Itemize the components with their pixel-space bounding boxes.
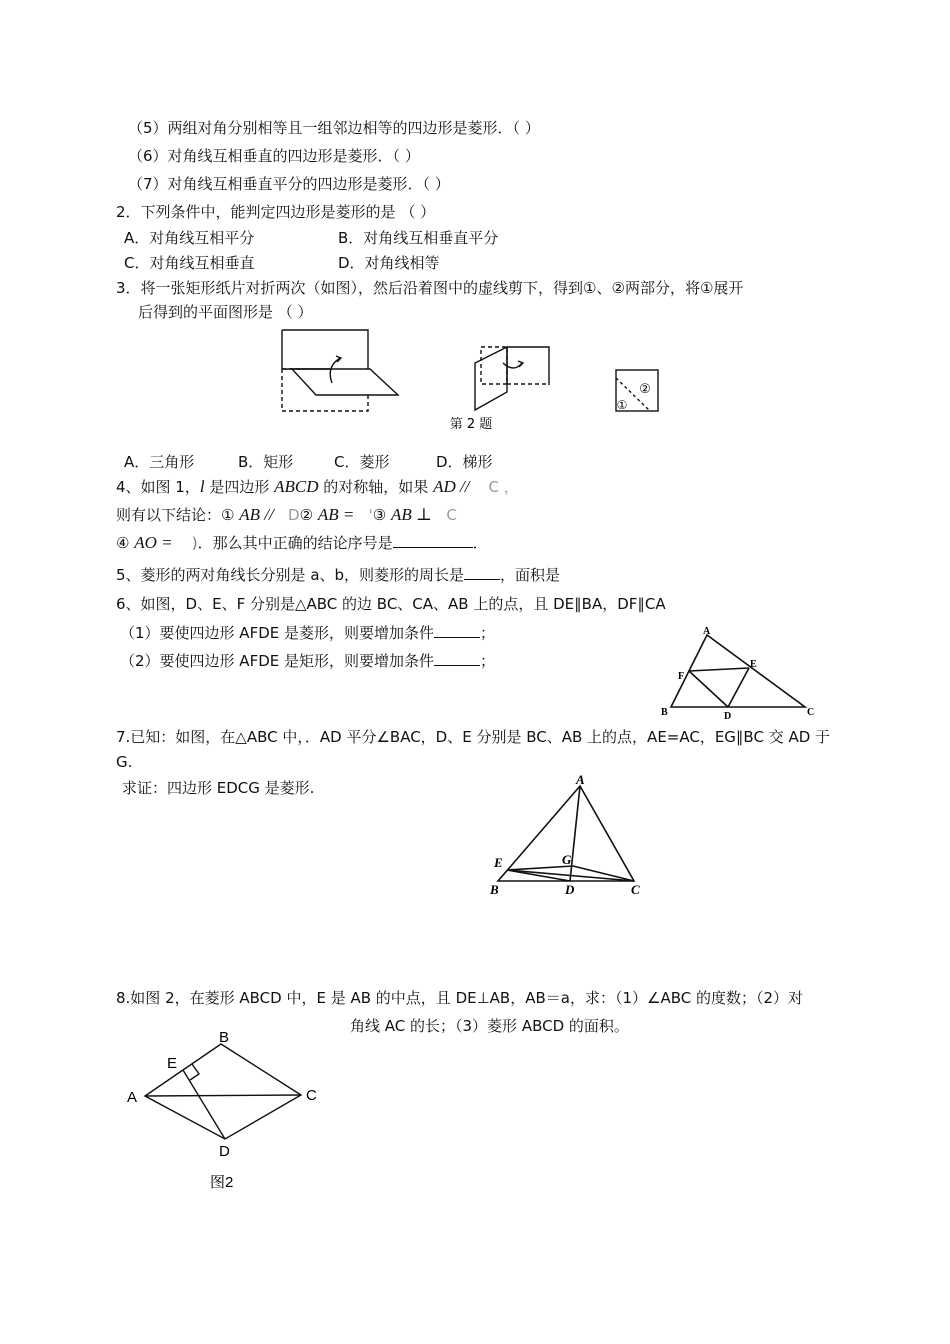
q7-stem-line2: G. <box>116 753 133 771</box>
conclusion-4: AO = <box>134 533 173 552</box>
q8-label-d: D <box>219 1143 230 1160</box>
conclusion-2-tail: ' <box>368 506 373 524</box>
q4-question: ．那么其中正确的结论序号是 <box>197 534 393 552</box>
conclusion-3-mark: ③ <box>372 506 387 524</box>
q4-condition: AD // <box>433 477 470 496</box>
conclusion-2-mark: ② <box>299 506 314 524</box>
segment-ed <box>507 870 570 881</box>
q6-part2-text: （2）要使四边形 AFDE 是矩形，则要增加条件 <box>120 652 434 670</box>
circle-2-label: ② <box>639 381 651 396</box>
q6-label-e: E <box>750 659 757 670</box>
q4-condition-tail: C ， <box>488 478 519 496</box>
q8-label-b: B <box>219 1029 230 1046</box>
segment-fe <box>689 668 749 671</box>
q4-line1 <box>116 477 519 497</box>
q4-line2 <box>116 505 457 525</box>
q7-prove: 求证：四边形 EDCG 是菱形. <box>122 779 315 797</box>
diagonal-ac <box>145 1095 301 1096</box>
q2-option-a: A．对角线互相平分 <box>124 229 255 247</box>
segment-df <box>689 671 728 707</box>
q7-label-a: A <box>576 772 585 787</box>
conclusion-2: AB = <box>317 505 355 524</box>
q7-label-e: E <box>494 855 503 870</box>
q7-label-d: D <box>565 882 575 897</box>
q2-option-b: B．对角线互相垂直平分 <box>338 229 499 247</box>
conclusion-1: AB // <box>239 505 274 524</box>
q8-figure-caption: 图2 <box>210 1174 234 1191</box>
q7-label-g: G <box>562 852 572 867</box>
q3-option-d: D．梯形 <box>436 453 493 471</box>
q5-perimeter-blank[interactable] <box>464 565 500 580</box>
q8-label-a: A <box>127 1089 138 1106</box>
q4-line3 <box>116 533 488 553</box>
quad-abcd: ABCD <box>274 477 319 496</box>
q3-option-a: A．三角形 <box>124 453 195 471</box>
right-angle-mark <box>190 1064 199 1080</box>
q3-option-b: B．矩形 <box>238 453 294 471</box>
conclusion-1-mark: ① <box>221 506 235 524</box>
q3-folding-figure <box>270 325 690 440</box>
q1-item-7: （7）对角线互相垂直平分的四边形是菱形．（ ） <box>128 175 450 193</box>
q2-option-d: D．对角线相等 <box>338 254 440 272</box>
q8-stem-line2: 角线 AC 的长；（3）菱形 ABCD 的面积。 <box>350 1017 629 1035</box>
conclusion-3: AB ⊥ <box>391 505 433 524</box>
q3-stem-line1: 3．将一张矩形纸片对折两次（如图），然后沿着图中的虚线剪下，得到①、②两部分，将①展开 <box>116 279 744 297</box>
q3-stem-line2: 后得到的平面图形是 （ ） <box>138 303 313 321</box>
q6-label-c: C <box>807 707 815 718</box>
q6-label-a: A <box>703 626 711 637</box>
q1-item-6: （6）对角线互相垂直的四边形是菱形．（ ） <box>128 147 420 165</box>
q2-stem: 2．下列条件中，能判定四边形是菱形的是 （ ） <box>116 203 436 221</box>
segment-de <box>183 1070 225 1139</box>
q7-label-b: B <box>490 882 499 897</box>
q6-triangle-figure <box>655 625 825 725</box>
q6-part2-blank[interactable] <box>434 651 480 666</box>
conclusion-4-mark: ④ <box>116 534 130 552</box>
fold-figure-2 <box>475 347 549 410</box>
fold-figure-1 <box>282 330 398 411</box>
q4-answer-blank[interactable] <box>393 533 473 548</box>
q2-option-c: C．对角线互相垂直 <box>124 254 255 272</box>
q6-part2-semi: ； <box>480 652 496 670</box>
q6-label-f: F <box>678 671 685 682</box>
q4-conclusions-label: 则有以下结论： <box>116 506 222 524</box>
conclusion-4-tail: ) <box>191 534 198 552</box>
q4-text-c: 的对称轴，如果 <box>318 478 434 496</box>
q1-item-5: （5）两组对角分别相等且一组邻边相等的四边形是菱形．（ ） <box>128 119 540 137</box>
q8-rhombus-figure <box>115 1020 335 1200</box>
conclusion-1-tail: D <box>288 506 300 524</box>
q6-part1 <box>120 623 495 643</box>
q6-label-b: B <box>661 707 668 718</box>
q8-label-c: C <box>306 1087 317 1104</box>
q6-stem: 6、如图，D、E、F 分别是△ABC 的边 BC、CA、AB 上的点，且 DE∥BA，DF∥CA <box>116 595 666 613</box>
q3-option-c: C．菱形 <box>334 453 390 471</box>
axis-l: l <box>199 477 205 496</box>
circle-1-label: ① <box>616 398 628 412</box>
q3-figure-caption: 第 2 题 <box>449 417 493 432</box>
q4-prefix: 4、如图 1， <box>116 478 200 496</box>
q6-label-d: D <box>724 711 732 722</box>
q5-text: 5、菱形的两对角线长分别是 a、b，则菱形的周长是 <box>116 566 465 584</box>
q7-triangle-figure <box>488 772 648 897</box>
q7-stem-line1: 7.已知：如图，在△ABC 中，．AD 平分∠BAC，D、E 分别是 BC、AB 上的点，AE=AC，EG∥BC 交 AD 于 <box>116 728 831 746</box>
segment-ed <box>728 668 749 707</box>
q7-label-c: C <box>631 882 640 897</box>
q6-part1-blank[interactable] <box>434 623 480 638</box>
q8-stem-line1: 8.如图 2，在菱形 ABCD 中，E 是 AB 的中点，且 DE⊥AB，AB＝a，求：（1）∠ABC 的度数；（2）对 <box>116 989 804 1007</box>
q6-part1-text: （1）要使四边形 AFDE 是菱形，则要增加条件 <box>120 624 434 642</box>
q4-period: ． <box>472 534 488 552</box>
conclusion-3-tail: C <box>446 506 457 524</box>
q6-part2 <box>120 651 495 671</box>
q6-part1-semi: ； <box>480 624 496 642</box>
q8-label-e: E <box>167 1055 178 1072</box>
q5-line <box>116 565 560 585</box>
q4-text-b: 是四边形 <box>204 478 275 496</box>
q5-area-text: ，面积是 <box>500 566 561 584</box>
